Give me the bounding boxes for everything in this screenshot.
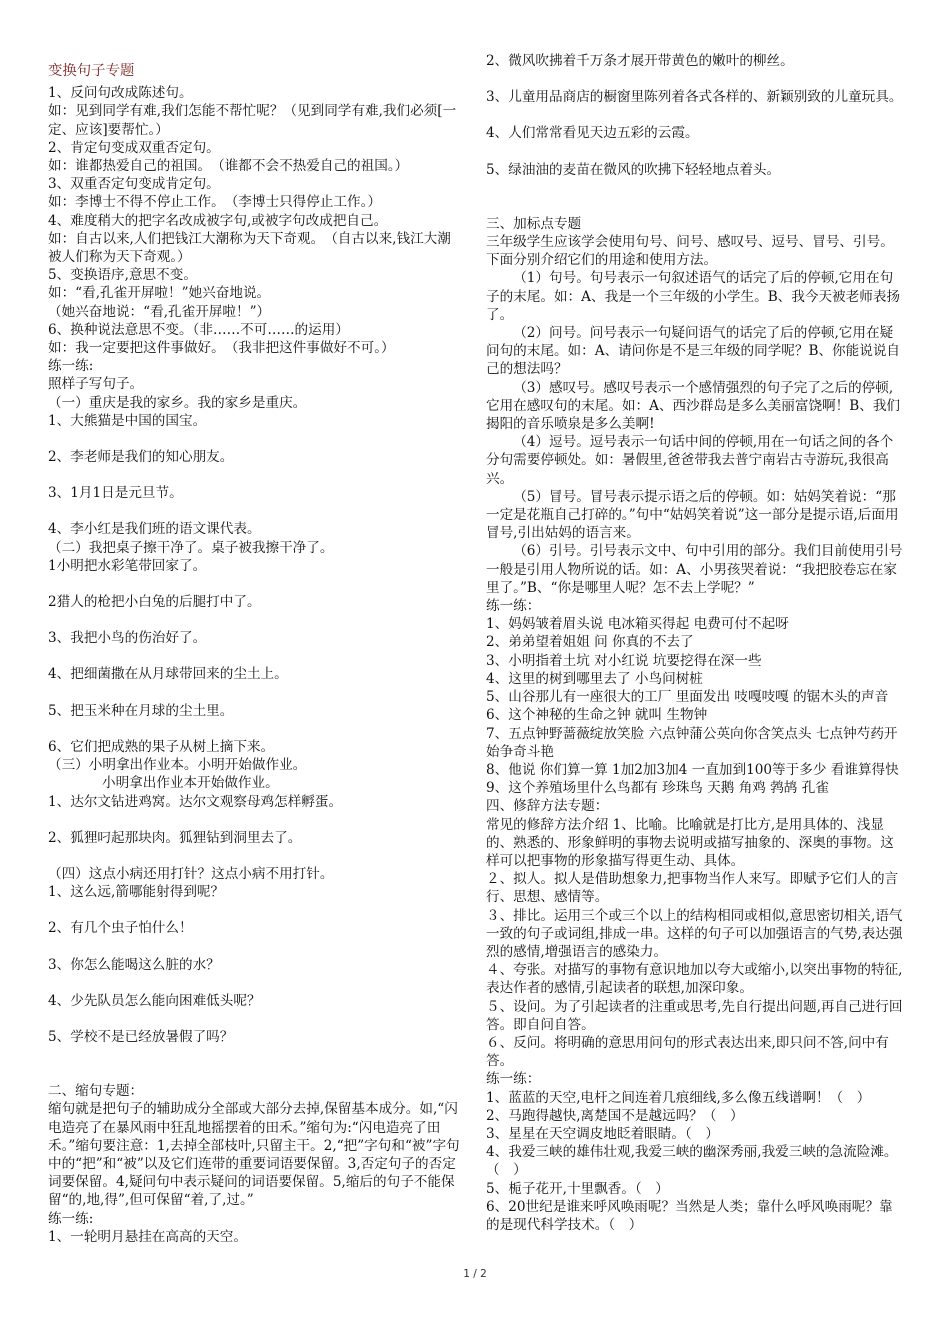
text-line: 3、双重否定句变成肯定句。 — [48, 176, 220, 193]
text-line: 7、五点钟野蔷薇绽放笑脸 六点钟蒲公英向你含笑点头 七点钟芍药开始争奇斗艳 — [486, 725, 898, 760]
spacer — [486, 197, 904, 215]
text-line: 练一练： — [486, 598, 541, 615]
spacer — [48, 974, 464, 992]
text-line: 如：李博士不得不停止工作。 （李博士只得停止工作。） — [48, 194, 382, 211]
spacer — [48, 901, 464, 919]
text-line: 6、20世纪是谁来呼风唤雨呢？当然是人类；靠什么呼风唤雨呢？靠的是现代科学技术。（ ） — [486, 1198, 893, 1233]
text-line: 如：“看,孔雀开屏啦！”她兴奋地说。 — [48, 285, 271, 302]
spacer — [48, 575, 464, 593]
text-line: 3、星星在天空调皮地眨着眼睛。（ ） — [486, 1125, 719, 1142]
spacer — [48, 720, 464, 738]
text-line: ６、反问。将明确的意思用问句的形式表达出来,即只问不答,问中有答。 — [486, 1034, 889, 1070]
spacer — [48, 502, 464, 520]
text-line: 3、儿童用品商店的橱窗里陈列着各式各样的、新颖别致的儿童玩具。 — [486, 89, 903, 106]
text-line: 5、变换语序,意思不变。 — [48, 267, 197, 284]
text-line: 3、1月1日是元旦节。 — [48, 485, 183, 502]
text-line: 如：我一定要把这件事做好。 （我非把这件事做好不可。） — [48, 340, 395, 357]
text-line: 5、学校不是已经放暑假了吗？ — [48, 1028, 234, 1045]
spacer — [48, 1046, 464, 1064]
text-line: 练一练： — [486, 1071, 541, 1088]
text-line: 1、这么远,箭哪能射得到呢？ — [48, 884, 225, 901]
text-line: （三）小明拿出作业本。小明开始做作业。 — [48, 757, 307, 774]
text-line: 9、这个养殖场里什么鸟都有 珍珠鸟 天鹅 角鸡 鹁鸪 孔雀 — [486, 780, 829, 797]
text-line: 照样子写句子。 — [48, 376, 144, 393]
text-line: 2、李老师是我们的知心朋友。 — [48, 449, 234, 466]
text-line: 1、妈妈皱着眉头说 电冰箱买得起 电费可付不起呀 — [486, 616, 789, 633]
text-line: 4、把细菌撒在从月球带回来的尘土上。 — [48, 666, 288, 683]
page-number: 1 / 2 — [463, 1268, 487, 1280]
text-line: 缩句就是把句子的辅助成分全部或大部分去掉,保留基本成分。如,“闪电造亮了在暴风雨中狂乱地摇摆着的田禾。”缩句为:“闪电造亮了田禾。”缩句要注意：1,去掉全部枝叶,只留主干。2,“把”字句和“被”字句中的“把”和“被”以及它们连带的重要词语要保留。3,否定句子的否定词要保留。4,疑问句中表示疑问的词语要保留。5,缩后的句子不能保留“的,地,得”,但可保留“着,了,过。” — [48, 1101, 460, 1209]
text-line: 5、栀子花开,十里飘香。（ ） — [486, 1180, 669, 1197]
spacer — [48, 1064, 464, 1082]
text-line: 1、大熊猫是中国的国宝。 — [48, 412, 207, 429]
text-line: 常见的修辞方法介绍 1、比喻。比喻就是打比方,是用具体的、浅显的、熟悉的、形象鲜明的事物去说明或描写抽象的、深奥的事物。这样可以把事物的形象描写得更生动、具体。 — [486, 816, 894, 869]
text-line: 练一练: — [48, 1210, 94, 1227]
text-line: 2、微风吹拂着千万条才展开带黄色的嫩叶的柳丝。 — [486, 53, 794, 69]
text-line: 2、马跑得越快,离楚国不是越远吗？（ ） — [486, 1107, 744, 1124]
text-line: （3）感叹号。感叹号表示一个感情强烈的句子完了之后的停顿,它用在感叹句的末尾。如：A、西沙群岛是多么美丽富饶啊！B、我们揭阳的音乐喷泉是多么美啊! — [486, 379, 901, 433]
right-column — [486, 52, 904, 1234]
spacer — [48, 811, 464, 829]
text-line: 三年级学生应该学会使用句号、问号、感叹号、逗号、冒号、引号。下面分别介绍它们的用途和使用方法。 — [486, 234, 894, 269]
spacer — [486, 70, 904, 88]
text-line: ２、拟人。拟人是借助想象力,把事物当作人来写。即赋予它们人的言行、思想、感情等。 — [486, 871, 899, 906]
text-line: 5、绿油油的麦苗在微风的吹拂下轻轻地点着头。 — [486, 161, 781, 178]
text-line: （6）引号。引号表示文中、句中引用的部分。我们目前使用引号一般是引用人物所说的话。如：A、小男孩哭着说：“我把胶卷忘在家里了。”B、“你是哪里人呢？怎不去上学呢？” — [486, 543, 903, 596]
text-line: 2、有几个虫子怕什么！ — [48, 920, 193, 937]
text-line: 4、这里的树到哪里去了 小鸟问树桩 — [486, 670, 703, 687]
section-heading: 二、缩句专题： — [48, 1083, 144, 1100]
text-line: （5）冒号。冒号表示提示语之后的停顿。如：姑妈笑着说：“那一定是花瓶自己打碎的。”句中“姑妈笑着说”这一部分是提示语,后面用冒号,引出姑妈的语言来。 — [486, 488, 899, 542]
text-line: 1、一轮明月悬挂在高高的天空。 — [48, 1228, 247, 1245]
text-line: （她兴奋地说：“看,孔雀开屏啦！”） — [48, 303, 271, 320]
section-heading: 四、修辞方法专题： — [486, 798, 609, 815]
text-line: ５、设问。为了引起读者的注重或思考,先自行提出问题,再自己进行回答。即自问自答。 — [486, 998, 903, 1033]
text-line: ４、夸张。对描写的事物有意识地加以夸大或缩小,以突出事物的特征,表达作者的感情,引起读者的联想,加深印象。 — [486, 962, 903, 997]
text-line: 2、肯定句变成双重否定句。 — [48, 139, 220, 156]
text-line: （4）逗号。逗号表示一句话中间的停顿,用在一句话之间的各个分句需要停顿处。如：暑假里,爸爸带我去普宁南岩古寺游玩,我很高兴。 — [486, 434, 894, 487]
text-line: 2、狐狸叼起那块肉。狐狸钻到洞里去了。 — [48, 829, 302, 846]
text-line: 2、弟弟望着姐姐 问 你真的不去了 — [486, 634, 694, 651]
spacer — [486, 106, 904, 124]
doc-title: 变换句子专题 — [48, 63, 135, 79]
spacer — [48, 684, 464, 702]
text-line: 5、把玉米种在月球的尘土里。 — [48, 702, 234, 719]
spacer — [48, 1010, 464, 1028]
text-line: 1、达尔文钻进鸡窝。达尔文观察母鸡怎样孵蛋。 — [48, 793, 343, 810]
left-column — [48, 52, 464, 1246]
text-line: 6、换种说法意思不变。（非……不可……的运用） — [48, 321, 349, 338]
text-line: 4、少先队员怎么能向困难低头呢？ — [48, 992, 261, 1009]
text-line: 练一练: — [48, 358, 94, 375]
text-line: 如：自古以来,人们把钱江大潮称为天下奇观。 （自古以来,钱江大潮被人们称为天下奇观。） — [48, 230, 451, 266]
spacer — [48, 647, 464, 665]
text-line: 6、这个神秘的生命之钟 就叫 生物钟 — [486, 707, 708, 724]
spacer — [486, 143, 904, 161]
text-line: 1、蓝蓝的天空,电杆之间连着几痕细线,多么像五线谱啊！（ ） — [486, 1089, 871, 1106]
spacer — [48, 430, 464, 448]
text-line: 3、你怎么能喝这么脏的水？ — [48, 956, 220, 973]
text-line: （四）这点小病还用打针？这点小病不用打针。 — [48, 865, 334, 882]
text-line: 1小明把水彩笔带回家了。 — [48, 557, 207, 574]
text-line: （1）句号。句号表示一句叙述语气的话完了后的停顿,它用在句子的末尾。如：A、我是一个三年级的小学生。B、我今天被老师表扬了。 — [486, 270, 901, 323]
text-line: （一）重庆是我的家乡。我的家乡是重庆。 — [48, 394, 307, 411]
text-line: ３、排比。运用三个或三个以上的结构相同或相似,意思密切相关,语气一致的句子或词组,排成一串。这样的句子可以加强语言的气势,表达强烈的感情,增强语言的感染力。 — [486, 907, 903, 960]
spacer — [48, 611, 464, 629]
text-line: 4、难度稍大的把字名改成被字句,或被字句改成把自己。 — [48, 212, 388, 229]
text-line: 8、他说 你们算一算 1加2加3加4 一直加到100等于多少 看谁算得快 — [486, 761, 899, 778]
text-line: 4、人们常常看见天边五彩的云霞。 — [486, 125, 699, 142]
text-line: 6、它们把成熟的果子从树上摘下来。 — [48, 738, 275, 755]
text-line: （2）问号。问号表示一句疑问语气的话完了后的停顿,它用在疑问句的末尾。如：A、请问你是不是三年级的同学呢？B、你能说说自己的想法吗？ — [486, 325, 901, 378]
spacer — [48, 938, 464, 956]
text-line: （二）我把桌子擦干净了。桌子被我擦干净了。 — [48, 539, 334, 556]
spacer — [486, 179, 904, 197]
text-line: 4、李小红是我们班的语文课代表。 — [48, 521, 261, 538]
text-line: 1、反问句改成陈述句。 — [48, 85, 193, 102]
text-line: 如：见到同学有难,我们怎能不帮忙呢？（见到同学有难,我们必须[一定、应该]要帮忙。） — [48, 103, 457, 138]
text-line: 如：谁都热爱自己的祖国。 （谁都不会不热爱自己的祖国。） — [48, 158, 409, 175]
spacer — [48, 466, 464, 484]
text-line: 4、我爱三峡的雄伟壮观,我爱三峡的幽深秀丽,我爱三峡的急流险滩。（ ） — [486, 1144, 898, 1179]
text-line: 2猎人的枪把小白兔的后腿打中了。 — [48, 594, 261, 611]
text-line: 小明拿出作业本开始做作业。 — [102, 775, 279, 792]
text-line: 5、山谷那儿有一座很大的工厂 里面发出 吱嘎吱嘎 的锯木头的声音 — [486, 689, 889, 706]
text-line: 3、我把小鸟的伤治好了。 — [48, 630, 207, 647]
spacer — [48, 847, 464, 865]
section-heading: 三、加标点专题 — [486, 215, 582, 232]
text-line: 3、小明指着土坑 对小红说 坑要挖得在深一些 — [486, 652, 762, 669]
